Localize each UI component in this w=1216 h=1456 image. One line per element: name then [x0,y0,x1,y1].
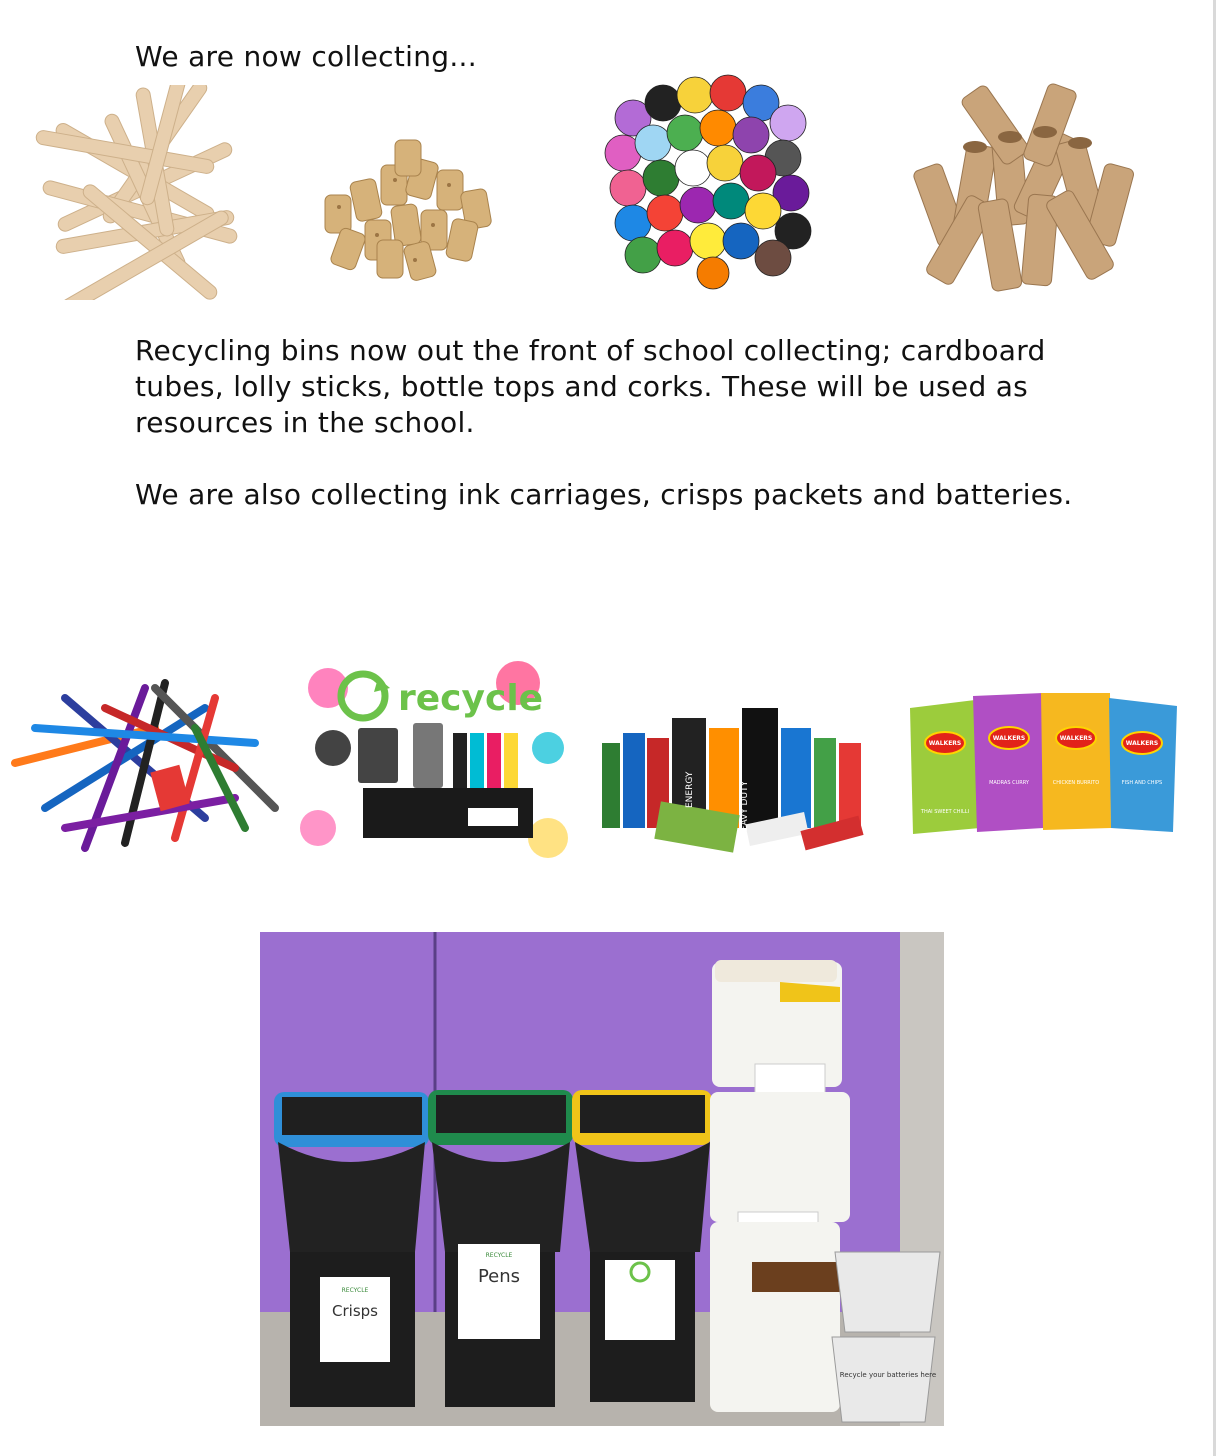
ink-cartridges-image [298,658,570,863]
recycling-bins-photo [260,932,944,1426]
pens-bin-recycle: RECYCLE [485,1252,513,1259]
crisps-brand-1: WALKERS [928,740,962,747]
white-stacked-bins [710,960,850,1412]
corks-image [315,135,500,285]
yellow-bin [572,1090,712,1402]
crisps-bin-recycle: RECYCLE [341,1287,369,1294]
crisps-flavour-3: CHICKEN BURRITO [1052,780,1100,786]
crisps-flavour-2: MADRAS CURRY [989,780,1029,786]
bottle-tops-image [603,63,821,291]
crisps-brand-4: WALKERS [1125,740,1159,747]
crisps-bin [274,1092,429,1407]
crisps-flavour-4: FISH AND CHIPS [1121,780,1163,786]
cardboard-tubes-image [905,75,1137,305]
body-text [135,333,1135,513]
recycle-logo-icon [341,674,390,718]
pens-bin [428,1090,573,1407]
page-heading: We are now collecting... [135,40,477,73]
crisps-brand-3: WALKERS [1059,735,1093,742]
crisps-flavour-1: THAI SWEET CHILLI [920,809,970,815]
crisps-brand-2: WALKERS [992,735,1026,742]
battery-label: HEAVY DUTY [740,780,750,838]
pens-bin-label: Pens [477,1266,521,1287]
recycle-logo-text: recycle [398,678,544,719]
battery-buckets [832,1252,940,1422]
crisps-bin-label: Crisps [332,1302,378,1320]
crisps-packets-image [905,688,1183,868]
paragraph-also-collecting: We are also collecting ink carriages, crisps packets and batteries. [135,478,1073,511]
battery-bucket-text: Recycle your batteries here [839,1371,937,1379]
energy-label: ENERGY [685,771,695,808]
pens-image [5,668,285,858]
paragraph-recycling-bins: Recycling bins now out the front of school collecting; cardboard tubes, lolly sticks, bottle tops and corks. These will be used as resources in the school. [135,334,1046,439]
batteries-image [597,698,872,858]
lolly-sticks-image [30,85,260,300]
